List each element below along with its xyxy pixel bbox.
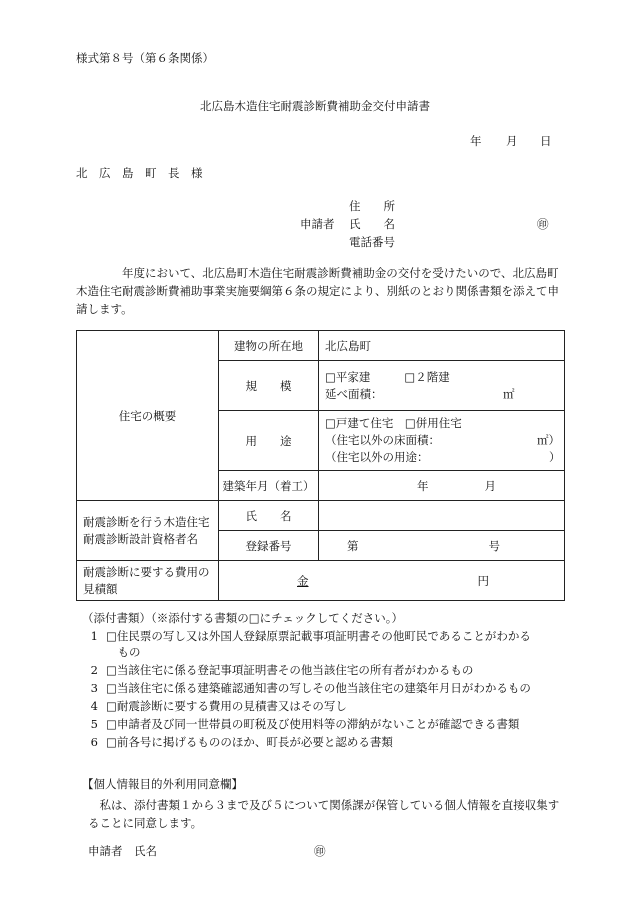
cost-label: 耐震診断に要する費用の見積額 [77, 561, 219, 601]
applicant-phone-label: 電話番号 [349, 235, 395, 249]
inspector-name-label: 氏 名 [219, 501, 319, 531]
applicant-label: 申請者 [300, 217, 335, 231]
scale-cell[interactable] [319, 361, 565, 411]
other-use-close: ） [549, 450, 561, 464]
form-number: 様式第８号（第６条関係） [76, 51, 214, 65]
applicant-address-label: 住 所 [349, 199, 395, 213]
cost-cell[interactable] [219, 561, 565, 601]
attachment-item: もの [106, 645, 141, 659]
overview-label: 住宅の概要 [77, 331, 219, 501]
reg-no-suffix: 号 [488, 538, 500, 553]
reg-no-cell[interactable] [319, 531, 565, 561]
cost-suffix: 円 [477, 573, 489, 588]
location-value: 北広島町 [325, 338, 371, 353]
scale-option-single-story[interactable]: □平家建 [325, 369, 371, 384]
date-year: 年 [470, 134, 482, 148]
application-table [76, 330, 565, 601]
floor-area-unit: ㎡ [503, 386, 515, 401]
location-cell[interactable] [319, 331, 565, 361]
addressee: 北 広 島 町 長 様 [76, 166, 203, 180]
consent-seal: ㊞ [314, 844, 326, 858]
attachment-item[interactable]: 3 □当該住宅に係る建築確認通知書の写しその他当該住宅の建築年月日がわかるもの [90, 681, 531, 695]
use-cell[interactable] [319, 411, 565, 471]
floor-area-label: 延べ面積： [325, 386, 383, 401]
attachment-item[interactable]: 1 □住民票の写し又は外国人登録原票記載事項証明書その他町民であることがわかる [90, 629, 531, 643]
application-body-text: 年度において、北広島町木造住宅耐震診断費補助金の交付を受けたいので、北広島町木造住宅耐震診断費補助事業実施要綱第６条の規定により、別紙のとおり関係書類を添えて申請します。 [76, 266, 559, 316]
use-options[interactable]: □戸建て住宅 □併用住宅 [325, 416, 462, 430]
attachment-item[interactable]: 2 □当該住宅に係る登記事項証明書その他当該住宅の所有者がわかるもの [90, 663, 474, 677]
attachment-item[interactable]: 4 □耐震診断に要する費用の見積書又はその写し [90, 699, 347, 713]
scale-option-two-story[interactable]: □２階建 [404, 369, 450, 384]
document-title: 北広島木造住宅耐震診断費補助金交付申請書 [200, 99, 430, 113]
applicant-name-label: 氏 名 [349, 217, 395, 231]
inspector-label: 耐震診断を行う木造住宅耐震診断設計資格者名 [77, 501, 219, 561]
built-month: 月 [484, 478, 496, 493]
other-use-label: （住宅以外の用途： [325, 450, 429, 464]
other-area-label: （住宅以外の床面積： [325, 433, 440, 447]
scale-label: 規 模 [219, 361, 319, 411]
consent-text: 私は、添付書類１から３まで及び５について関係課が保管している個人情報を直接収集することに同意します。 [88, 798, 560, 830]
consent-applicant-label: 申請者 氏名 [88, 844, 157, 858]
other-area-unit: ㎡） [537, 433, 560, 447]
date-month: 月 [506, 134, 518, 148]
use-label: 用 途 [219, 411, 319, 471]
reg-no-label: 登録番号 [219, 531, 319, 561]
built-label: 建築年月（着工） [219, 471, 319, 501]
applicant-seal: ㊞ [537, 217, 549, 231]
cost-prefix: 金 [297, 573, 309, 588]
attachment-item[interactable]: 5 □申請者及び同一世帯員の町税及び使用料等の滞納がないことが確認できる書類 [90, 717, 520, 731]
location-label: 建物の所在地 [219, 331, 319, 361]
consent-header: 【個人情報目的外利用同意欄】 [82, 777, 243, 791]
attachment-item[interactable]: 6 □前各号に掲げるもののほか、町長が必要と認める書類 [90, 735, 393, 749]
inspector-name-cell[interactable] [319, 501, 565, 531]
attachments-header: （添付書類）（※添付する書類の□にチェックしてください。） [82, 611, 404, 625]
built-cell[interactable] [319, 471, 565, 501]
built-year: 年 [417, 478, 429, 493]
date-day: 日 [540, 134, 552, 148]
reg-no-prefix: 第 [347, 538, 359, 553]
